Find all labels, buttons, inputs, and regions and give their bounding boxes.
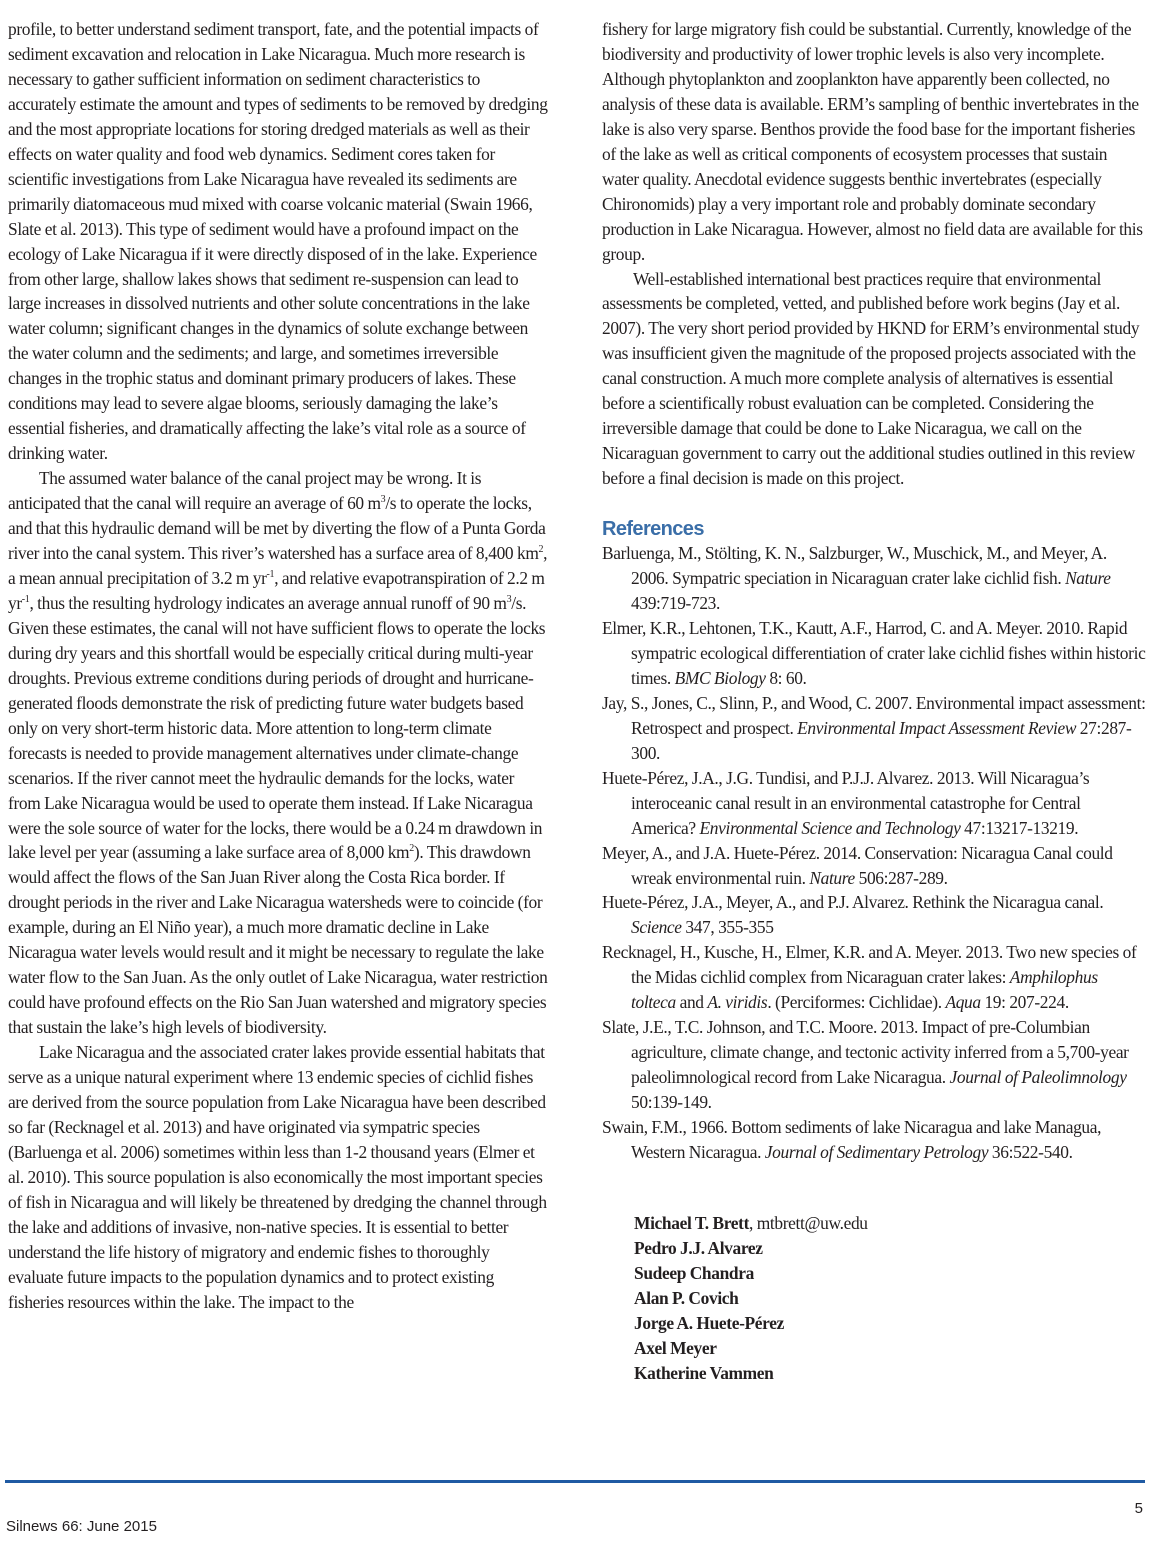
paragraph-best-practices: Well-established international best practices require that environmental assessments be completed, vetted, and published before work begins (Jay et al. 2007). The very short period provided by HKND for ERM’s environmental study was insufficient given the magnitude of the proposed projects associated with the canal construction. A much more complete analysis of alternatives is essential before a scientifically robust evaluation can be completed. Considering the irreversible damage that could be done to Lake Nicaragua, we call on the Nicaraguan government to carry out the additional studies outlined in this review before a final decision is made on this project. <box>602 268 1140 489</box>
right-column <box>602 17 1146 1386</box>
author-name: Sudeep Chandra <box>634 1262 754 1283</box>
references-heading: References <box>602 518 704 541</box>
references-list <box>602 541 1146 1165</box>
author-list <box>602 1211 1146 1386</box>
author-name: Michael T. Brett, mtbrett@uw.edu <box>634 1212 868 1233</box>
author-name: Axel Meyer <box>634 1337 717 1358</box>
reference-item: Elmer, K.R., Lehtonen, T.K., Kautt, A.F., Harrod, C. and A. Meyer. 2010. Rapid sympatric ecological differentiation of crater lake cichlid fishes within historic times. BMC Biology 8: 60. <box>602 617 1146 688</box>
author-name: Pedro J.J. Alvarez <box>634 1237 763 1258</box>
author-name: Alan P. Covich <box>634 1287 739 1308</box>
reference-item: Slate, J.E., T.C. Johnson, and T.C. Moore. 2013. Impact of pre-Columbian agriculture, climate change, and tectonic activity inferred from a 5,700-year paleolimnological record from Lake Nicaragua. Journal of Paleolimnology 50:139-149. <box>602 1017 1129 1113</box>
reference-item: Swain, F.M., 1966. Bottom sediments of lake Nicaragua and lake Managua, Western Nicaragua. Journal of Sedimentary Petrology 36:522-540. <box>602 1117 1102 1162</box>
page-number: 5 <box>1134 1500 1143 1517</box>
paragraph-fishery: fishery for large migratory fish could be substantial. Currently, knowledge of the biodiversity and productivity of lower trophic levels is also very incomplete. Although phytoplankton and zooplankton have apparently been collected, no analysis of these data is available. ERM’s sampling of benthic invertebrates in the lake is also very sparse. Benthos provide the food base for the important fisheries of the lake as well as critical components of ecosystem processes that sustain water quality. Anecdotal evidence suggests benthic invertebrates (especially Chironomids) play a very important role and probably dominate secondary production in Lake Nicaragua. However, almost no field data are available for this group. <box>602 19 1143 264</box>
paragraph-sediment: profile, to better understand sediment transport, fate, and the potential impacts of sediment excavation and relocation in Lake Nicaragua. Much more research is necessary to gather sufficient information on sediment characteristics to accurately estimate the amount and types of sediments to be removed by dredging and the most appropriate locations for storing dredged materials as well as their effects on water quality and food web dynamics. Sediment cores taken for scientific investigations from Lake Nicaragua have revealed its sediments are primarily diatomaceous mud mixed with coarse volcanic material (Swain 1966, Slate et al. 2013). This type of sediment would have a profound impact on the ecology of Lake Nicaragua if it were directly disposed of in the lake. Experience from other large, shallow lakes shows that sediment re-suspension can lead to large increases in dissolved nutrients and other solute concentrations in the lake water column; significant changes in the dynamics of solute exchange between the water column and the sediments; and large, and sometimes irreversible changes in the trophic status and dominant primary producers of lakes. These conditions may lead to severe algae blooms, seriously damaging the lake’s essential fisheries, and dramatically affecting the lake’s vital role as a source of drinking water. <box>8 19 548 464</box>
reference-item: Recknagel, H., Kusche, H., Elmer, K.R. and A. Meyer. 2013. Two new species of the Midas cichlid complex from Nicaraguan crater lakes: Amphilophus tolteca and A. viridis. (Perciformes: Cichlidae). Aqua 19: 207-224. <box>602 942 1137 1013</box>
paragraph-cichlids: Lake Nicaragua and the associated crater lakes provide essential habitats that serve as a unique natural experiment where 13 endemic species of cichlid fishes are derived from the source population from Lake Nicaragua have been described so far (Recknagel et al. 2013) and have originated via sympatric species (Barluenga et al. 2006) sometimes within less than 1-2 thousand years (Elmer et al. 2010). This source population is also economically the most important species of fish in Nicaragua and will likely be threatened by dredging the channel through the lake and additions of invasive, non-native species. It is essential to better understand the life history of migratory and endemic fishes to thoroughly evaluate future impacts to the population dynamics and to protect existing fisheries resources within the lake. The impact to the <box>8 1042 547 1312</box>
reference-item: Meyer, A., and J.A. Huete-Pérez. 2014. Conservation: Nicaragua Canal could wreak environmental ruin. Nature 506:287-289. <box>602 842 1113 888</box>
footer-divider <box>5 1480 1145 1483</box>
left-column <box>8 17 548 1315</box>
reference-item: Huete-Pérez, J.A., J.G. Tundisi, and P.J.J. Alvarez. 2013. Will Nicaragua’s interoceanic canal result in an environmental catastrophe for Central America? Environmental Science and Technology 47:13217-13219. <box>602 767 1090 838</box>
reference-item: Huete-Pérez, J.A., Meyer, A., and P.J. Alvarez. Rethink the Nicaragua canal. Science 347, 355-355 <box>602 892 1104 938</box>
publication-footer: Silnews 66: June 2015 <box>6 1518 157 1535</box>
reference-item: Barluenga, M., Stölting, K. N., Salzburger, W., Muschick, M., and Meyer, A. 2006. Sympatric speciation in Nicaraguan crater lake cichlid fish. Nature 439:719-723. <box>602 543 1111 614</box>
paragraph-water-balance: The assumed water balance of the canal project may be wrong. It is anticipated that the canal will require an average of 60 $m^3/s$ to operate the locks, and that this hydraulic demand will be met by diverting the flow of a Punta Gorda river into the canal system. This river’s watershed has a surface area of 8,400 $km^2$, a mean annual precipitation of 3.2 m $yr^{-1}$, and relative evapotranspiration of 2.2 m $yr^{-1}$, thus the resulting hydrology indicates an average annual runoff of 90 $m^3/s$. Given these estimates, the canal will not have sufficient flows to operate the locks during dry years and this shortfall would be especially critical during multi-year droughts. Previous extreme conditions during periods of drought and hurricane-generated floods demonstrate the risk of predicting future water budgets based only on very short-term historic data. More attention to long-term climate forecasts is needed to provide management alternatives under climate-change scenarios. If the river cannot meet the hydraulic demands for the locks, water from Lake Nicaragua would be used to operate them instead. If Lake Nicaragua were the sole source of water for the locks, there would be a 0.24 m drawdown in lake level per year (assuming a lake surface area of 8,000 $km^2$). This drawdown would affect the flows of the San Juan River along the Costa Rica border. If drought periods in the river and Lake Nicaragua watersheds were to coincide (for example, during an El Niño year), a much more dramatic decline in Lake Nicaragua water levels would result and it might be necessary to regulate the lake water flow to the San Juan. As the only outlet of Lake Nicaragua, water restriction could have profound effects on the Rio San Juan watershed and migratory species that sustain the lake’s high levels of biodiversity. <box>8 468 548 1038</box>
reference-item: Jay, S., Jones, C., Slinn, P., and Wood, C. 2007. Environmental impact assessment: Retrospect and prospect. Environmental Impact Assessment Review 27:287-300. <box>602 692 1146 763</box>
author-email: , mtbrett@uw.edu <box>749 1212 868 1233</box>
author-name: Katherine Vammen <box>634 1362 774 1383</box>
author-name: Jorge A. Huete-Pérez <box>634 1312 784 1333</box>
